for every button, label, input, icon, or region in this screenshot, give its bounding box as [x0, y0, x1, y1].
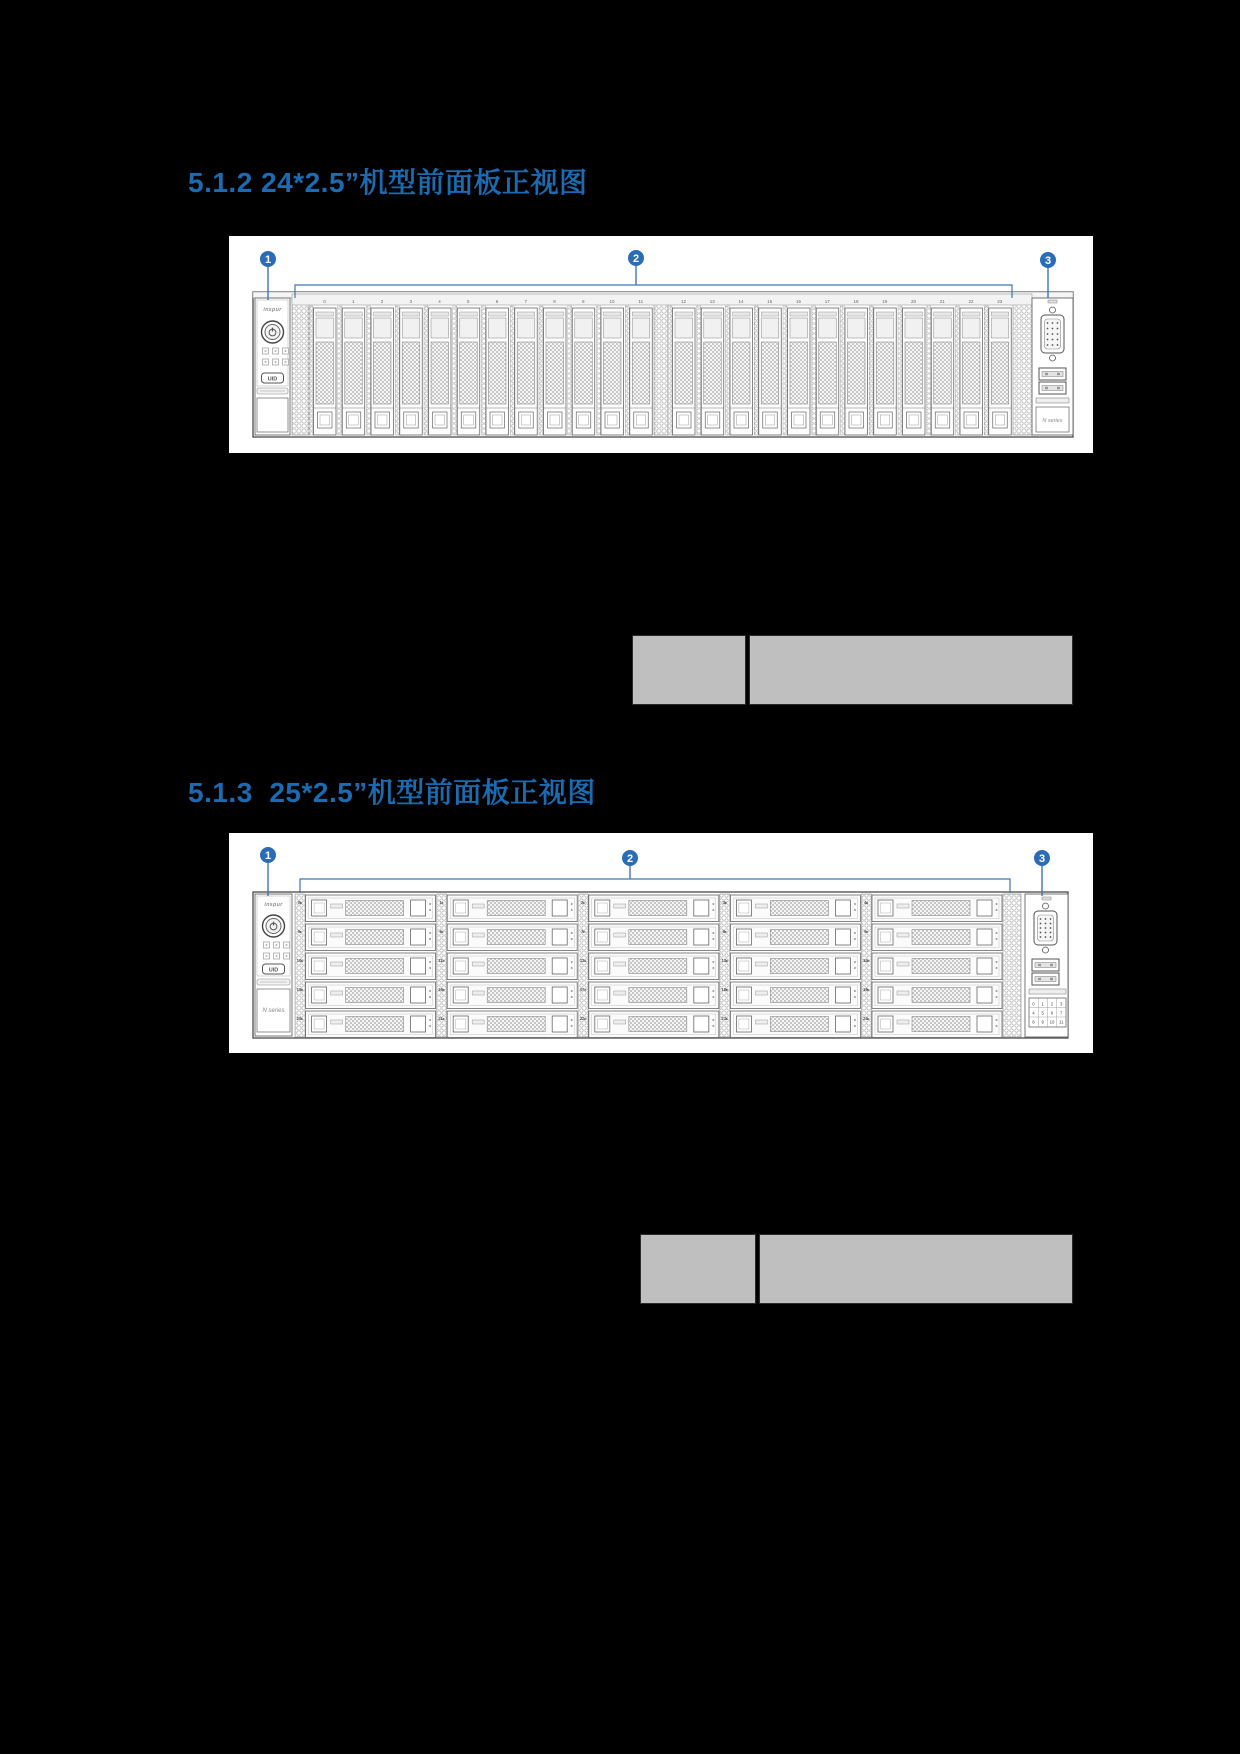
- svg-text:0: 0: [1032, 1001, 1035, 1007]
- svg-text:2: 2: [380, 299, 384, 304]
- svg-text:13: 13: [709, 299, 715, 304]
- figure-24x25-front-panel: [229, 236, 1093, 453]
- svg-text:12▸: 12▸: [579, 958, 587, 963]
- svg-text:2▸: 2▸: [580, 900, 586, 905]
- section-heading-513: 5.1.3 25*2.5”机型前面板正视图: [188, 777, 596, 808]
- table-cell: [640, 1234, 756, 1304]
- server-front-diagram-24bay: [229, 236, 1093, 453]
- svg-text:18: 18: [853, 299, 859, 304]
- svg-text:2: 2: [1050, 1001, 1054, 1007]
- svg-text:UID: UID: [268, 967, 279, 974]
- svg-text:17: 17: [824, 299, 830, 304]
- svg-text:16: 16: [795, 299, 802, 304]
- svg-text:23: 23: [997, 299, 1003, 304]
- svg-text:15▸: 15▸: [296, 987, 304, 992]
- table-cell: [632, 635, 746, 705]
- svg-text:1: 1: [264, 253, 272, 266]
- table-cell: [749, 635, 1073, 705]
- svg-text:4: 4: [438, 299, 441, 304]
- svg-text:inspur: inspur: [263, 307, 282, 313]
- callout-2: [622, 850, 638, 866]
- svg-text:8▸: 8▸: [722, 929, 728, 934]
- svg-text:8: 8: [553, 299, 556, 304]
- svg-text:3: 3: [1060, 1001, 1063, 1007]
- svg-text:14▸: 14▸: [863, 958, 870, 963]
- svg-text:7: 7: [1060, 1010, 1063, 1016]
- callout-1: [260, 251, 276, 267]
- svg-text:20▸: 20▸: [296, 1016, 304, 1021]
- svg-text:23▸: 23▸: [721, 1016, 729, 1021]
- svg-text:14: 14: [738, 299, 744, 304]
- svg-text:24▸: 24▸: [863, 1016, 870, 1021]
- svg-text:10▸: 10▸: [296, 958, 304, 963]
- svg-text:6: 6: [1050, 1010, 1054, 1016]
- svg-text:N series: N series: [262, 1008, 285, 1014]
- svg-text:20: 20: [910, 299, 917, 304]
- svg-text:11▸: 11▸: [438, 958, 445, 963]
- svg-text:4▸: 4▸: [864, 900, 869, 905]
- svg-text:7▸: 7▸: [580, 929, 586, 934]
- svg-text:21▸: 21▸: [438, 1016, 445, 1021]
- svg-text:1▸: 1▸: [439, 900, 444, 905]
- svg-text:18▸: 18▸: [721, 987, 729, 992]
- callout-1: [260, 847, 276, 863]
- svg-text:9▸: 9▸: [864, 929, 869, 934]
- svg-text:8: 8: [1032, 1019, 1035, 1025]
- svg-text:5: 5: [466, 299, 470, 304]
- svg-text:22: 22: [968, 299, 974, 304]
- svg-text:5: 5: [1041, 1010, 1044, 1016]
- figure-512-legend-table: [632, 635, 1073, 705]
- table-cell: [759, 1234, 1073, 1304]
- bay-number-sticker: [1029, 998, 1066, 1027]
- svg-text:3▸: 3▸: [722, 900, 728, 905]
- svg-text:10: 10: [609, 299, 615, 304]
- svg-text:21: 21: [939, 299, 945, 304]
- server-front-diagram-25bay: [229, 833, 1093, 1053]
- svg-text:9: 9: [581, 299, 585, 304]
- svg-text:6▸: 6▸: [439, 929, 444, 934]
- svg-text:UID: UID: [267, 376, 278, 383]
- svg-text:N series: N series: [1042, 418, 1063, 424]
- svg-text:1: 1: [351, 299, 355, 304]
- svg-text:22▸: 22▸: [579, 1016, 587, 1021]
- svg-text:3: 3: [409, 299, 413, 304]
- svg-text:10: 10: [1049, 1019, 1055, 1025]
- svg-text:inspur: inspur: [264, 902, 283, 908]
- callout-3: [1040, 252, 1056, 268]
- section-heading-512: 5.1.2 24*2.5”机型前面板正视图: [188, 167, 588, 198]
- svg-text:1: 1: [264, 849, 272, 862]
- svg-text:5▸: 5▸: [297, 929, 303, 934]
- figure-513-legend-table: [640, 1234, 1073, 1304]
- drive-bays-25: [295, 894, 1002, 1038]
- svg-text:7: 7: [524, 299, 528, 304]
- svg-text:17▸: 17▸: [579, 987, 587, 992]
- svg-text:1: 1: [1041, 1001, 1044, 1007]
- figure-25x25-front-panel: [229, 833, 1093, 1053]
- svg-text:19: 19: [882, 299, 888, 304]
- svg-text:12: 12: [680, 299, 687, 304]
- svg-text:6: 6: [495, 299, 499, 304]
- svg-text:2: 2: [632, 252, 640, 265]
- callout-2: [628, 250, 644, 266]
- svg-text:0▸: 0▸: [297, 900, 303, 905]
- svg-text:19▸: 19▸: [863, 987, 870, 992]
- svg-text:15: 15: [767, 299, 773, 304]
- svg-text:0: 0: [323, 299, 326, 304]
- svg-text:3: 3: [1038, 852, 1046, 865]
- svg-text:4: 4: [1032, 1010, 1035, 1016]
- svg-text:13▸: 13▸: [721, 958, 729, 963]
- svg-text:11: 11: [638, 299, 644, 304]
- svg-text:2: 2: [626, 852, 634, 865]
- svg-text:11: 11: [1059, 1019, 1064, 1025]
- svg-text:3: 3: [1044, 254, 1052, 267]
- svg-text:9: 9: [1041, 1019, 1044, 1025]
- svg-text:16▸: 16▸: [438, 987, 445, 992]
- callout-3: [1034, 850, 1050, 866]
